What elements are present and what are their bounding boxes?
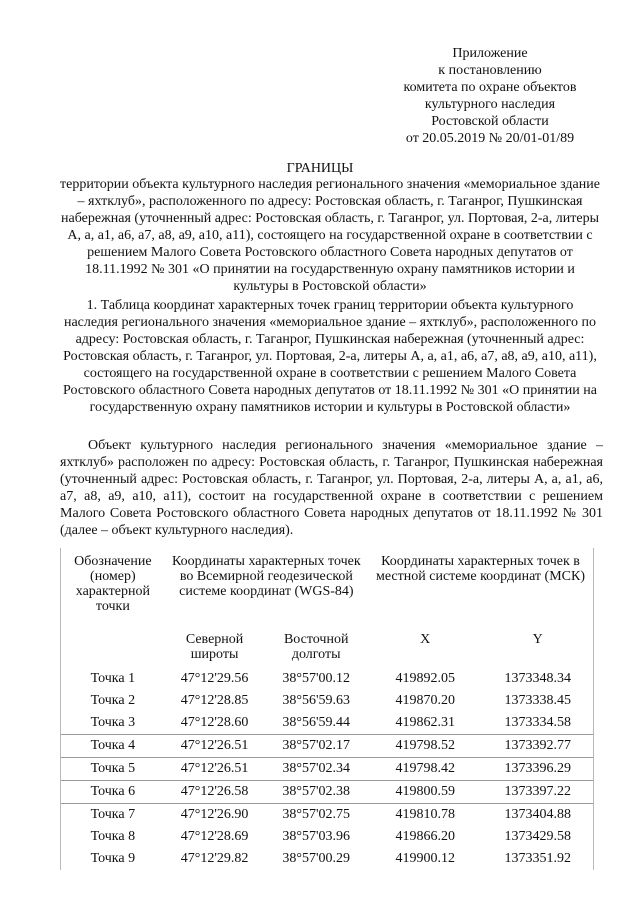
header-line: Приложение <box>452 46 528 61</box>
cell-x: 419900.12 <box>395 851 455 866</box>
cell-x: 419866.20 <box>395 829 455 844</box>
cell-y: 1373429.58 <box>482 826 593 848</box>
table-subheader-row <box>61 632 594 668</box>
cell-latitude: 47°12'26.90 <box>165 804 265 827</box>
header-line: культурного наследия <box>424 97 556 112</box>
cell-latitude: 47°12'28.60 <box>180 715 249 730</box>
document-subtitle: территории объекта культурного наследия регионального значения «мемориальное здание – яхтклуб», расположенного по адресу: Ростовская область, г. Таганрог, Пушкинская набережная (уточненный адрес: Ростовская область, г. Таганрог, ул. Портовая, 2-а, литеры А, а, а1, а6, а7, а8, а9, а10, а11), состоящего на государственной охране в соответствии с решением Малого Совета Ростовского областного Совета народных депутатов от 18.11.1992 № 301 «О принятии на государственную охрану памятников истории и культуры в Ростовской области» <box>60 177 600 294</box>
cell-longitude: 38°57'00.29 <box>282 851 350 866</box>
cell-longitude: 38°57'03.96 <box>282 829 350 844</box>
cell-longitude: 38°57'02.34 <box>264 758 368 781</box>
subheader-x: X <box>420 632 431 647</box>
cell-x: 419870.20 <box>395 693 455 708</box>
header-msk: Координаты характерных точек в местной системе координат (МСК) <box>368 548 594 632</box>
subheader-empty <box>61 632 165 668</box>
cell-x: 419800.59 <box>368 781 482 804</box>
header-line: Ростовской области <box>431 114 549 129</box>
cell-latitude: 47°12'29.82 <box>180 851 249 866</box>
header-line: комитета по охране объектов <box>403 80 577 95</box>
table-row <box>61 690 594 712</box>
header-line: к постановлению <box>438 63 542 78</box>
cell-y: 1373392.77 <box>482 735 593 758</box>
table-row <box>61 758 594 781</box>
cell-latitude: 47°12'26.51 <box>165 758 265 781</box>
cell-latitude: 47°12'29.56 <box>180 671 249 686</box>
cell-point-name: Точка 4 <box>61 735 165 758</box>
table-row <box>61 826 594 848</box>
cell-longitude: 38°57'02.17 <box>264 735 368 758</box>
cell-longitude: 38°56'59.44 <box>282 715 350 730</box>
table-row <box>61 781 594 804</box>
cell-point-name: Точка 1 <box>61 668 165 690</box>
cell-y: 1373334.58 <box>482 712 593 735</box>
cell-x: 419892.05 <box>395 671 455 686</box>
table-row <box>61 735 594 758</box>
cell-point-name: Точка 6 <box>61 781 165 804</box>
appendix-header <box>380 45 600 147</box>
coordinates-table <box>60 548 594 870</box>
cell-y: 1373348.34 <box>482 668 593 690</box>
cell-point-name: Точка 7 <box>61 804 165 827</box>
cell-x: 419810.78 <box>368 804 482 827</box>
cell-x: 419798.42 <box>368 758 482 781</box>
table-row <box>61 848 594 870</box>
cell-point-name: Точка 9 <box>61 848 165 870</box>
cell-point-name: Точка 3 <box>61 712 165 735</box>
cell-y: 1373404.88 <box>482 804 593 827</box>
table-row <box>61 668 594 690</box>
table-header-row <box>61 548 594 632</box>
cell-longitude: 38°57'00.12 <box>282 671 350 686</box>
cell-y: 1373397.22 <box>482 781 593 804</box>
cell-longitude: 38°57'02.75 <box>264 804 368 827</box>
header-line: от 20.05.2019 № 20/01-01/89 <box>405 131 575 146</box>
cell-longitude: 38°57'02.38 <box>264 781 368 804</box>
cell-latitude: 47°12'26.58 <box>165 781 265 804</box>
section-heading: 1. Таблица координат характерных точек границ территории объекта культурного наследия регионального значения «мемориальное здание – яхтклуб», расположенного по адресу: Ростовская область, г. Таганрог, Пушкинская набережная (уточненный адрес: Ростовская область, г. Таганрог, ул. Портовая, 2-а, литеры А, а, а1, а6, а7, а8, а9, а10, а11), состоящего на государственной охране в соответствии с решением Малого Совета Ростовского областного Совета народных депутатов от 18.11.1992 № 301 «О принятии на государственную охрану памятников истории и культуры в Ростовской области» <box>63 298 597 415</box>
cell-point-name: Точка 5 <box>61 758 165 781</box>
cell-latitude: 47°12'28.85 <box>180 693 249 708</box>
cell-point-name: Точка 2 <box>61 690 165 712</box>
cell-latitude: 47°12'26.51 <box>165 735 265 758</box>
subheader-north: Северной широты <box>185 632 244 662</box>
cell-y: 1373338.45 <box>482 690 593 712</box>
cell-x: 419798.52 <box>368 735 482 758</box>
header-wgs: Координаты характерных точек во Всемирной геодезической системе координат (WGS-84) <box>172 554 361 599</box>
table-row <box>61 712 594 735</box>
body-paragraph: Объект культурного наследия регионального значения «мемориальное здание – яхтклуб» расположен по адресу: Ростовская область, г. Таганрог, Пушкинская набережная (уточненный адрес: Ростовская область, г. Таганрог, ул. Портовая, 2-а, литеры А, а, а1, а6, а7, а8, а9, а10, а11), состоит на государственной охране в соответствии с решением Малого Совета Ростовского областного Совета народных депутатов от 18.11.1992 № 301 (далее – объект культурного наследия). <box>60 438 603 538</box>
cell-x: 419862.31 <box>395 715 455 730</box>
subheader-east: Восточной долготы <box>283 632 349 662</box>
cell-longitude: 38°56'59.63 <box>282 693 350 708</box>
table-row <box>61 804 594 827</box>
header-point: Обозначение (номер) характерной точки <box>61 548 165 632</box>
cell-y: 1373396.29 <box>482 758 593 781</box>
cell-point-name: Точка 8 <box>61 826 165 848</box>
cell-y: 1373351.92 <box>482 848 593 870</box>
cell-latitude: 47°12'28.69 <box>180 829 249 844</box>
document-title: ГРАНИЦЫ <box>286 161 354 176</box>
subheader-y: Y <box>482 632 593 668</box>
